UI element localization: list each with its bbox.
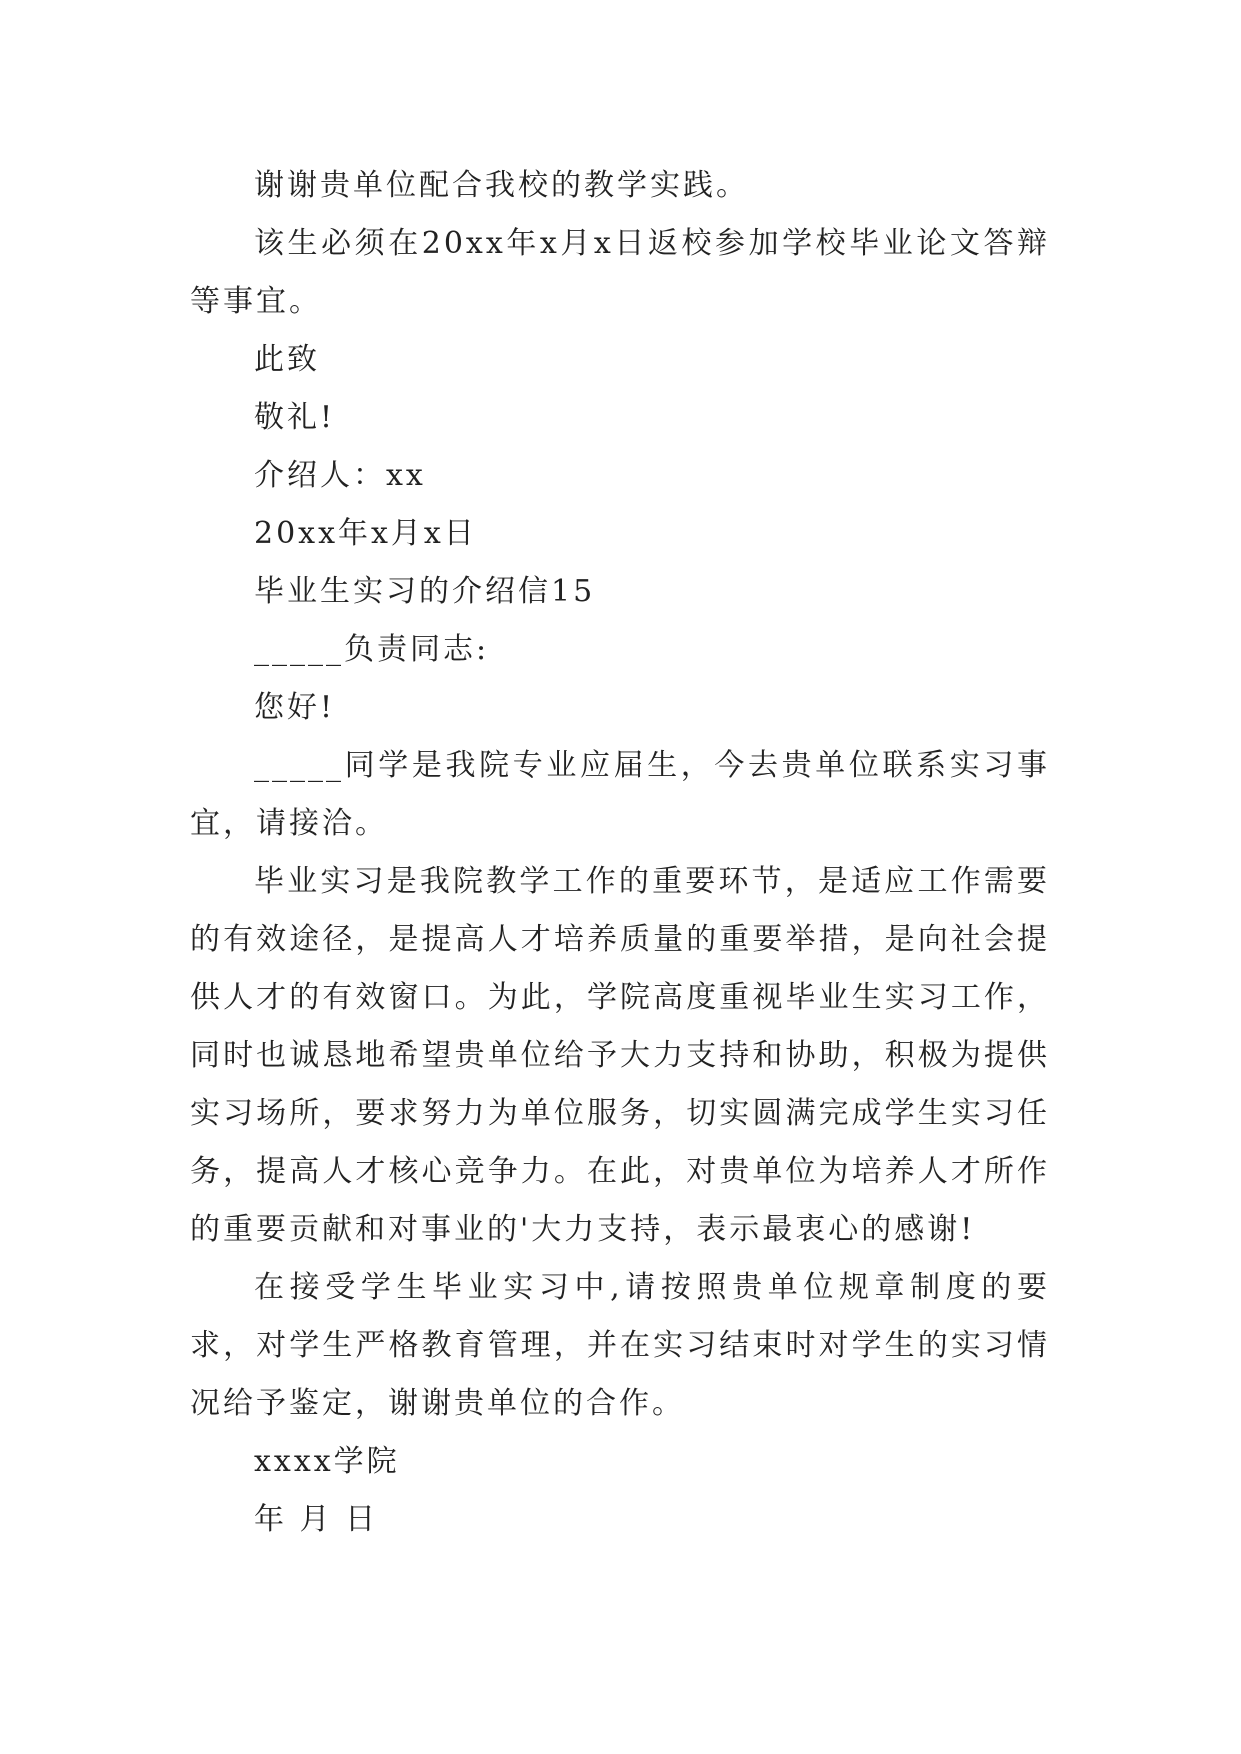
signature-date: 年 月 日 — [254, 1502, 379, 1537]
introducer-line: 介绍人：xx — [254, 458, 426, 493]
paragraph-thanks: 谢谢贵单位配合我校的教学实践。 — [254, 168, 749, 203]
signature-college: xxxx学院 — [254, 1444, 400, 1479]
greeting: 您好! — [254, 690, 336, 725]
paragraph-internship-importance: 毕业实习是我院教学工作的重要环节，是适应工作需要的有效途径，是提高人才培养质量的重要举措，是向社会提供人才的有效窗口。为此，学院高度重视毕业生实习工作，同时也诚恳地希望贵单位给予大力支持和协助，积极为提供实习场所，要求努力为单位服务，切实圆满完成学生实习任务，提高人才核心竞争力。在此，对贵单位为培养人才所作的重要贡献和对事业的'大力支持，表示最衷心的感谢! — [190, 864, 1050, 1247]
date-line: 20xx年x月x日 — [254, 516, 477, 551]
paragraph-management-request: 在接受学生毕业实习中,请按照贵单位规章制度的要求，对学生严格教育管理，并在实习结束时对学生的实习情况给予鉴定，谢谢贵单位的合作。 — [190, 1270, 1050, 1421]
closing-cizhi: 此致 — [254, 342, 320, 377]
paragraph-introduction: _____同学是我院专业应届生，今去贵单位联系实习事宜，请接洽。 — [190, 748, 1050, 841]
salutation: _____负责同志: — [254, 632, 490, 667]
letter-heading: 毕业生实习的介绍信15 — [254, 574, 596, 609]
paragraph-return-notice: 该生必须在20xx年x月x日返校参加学校毕业论文答辩等事宜。 — [190, 226, 1050, 319]
closing-jingli: 敬礼! — [254, 400, 336, 435]
document-body — [190, 157, 1050, 1549]
